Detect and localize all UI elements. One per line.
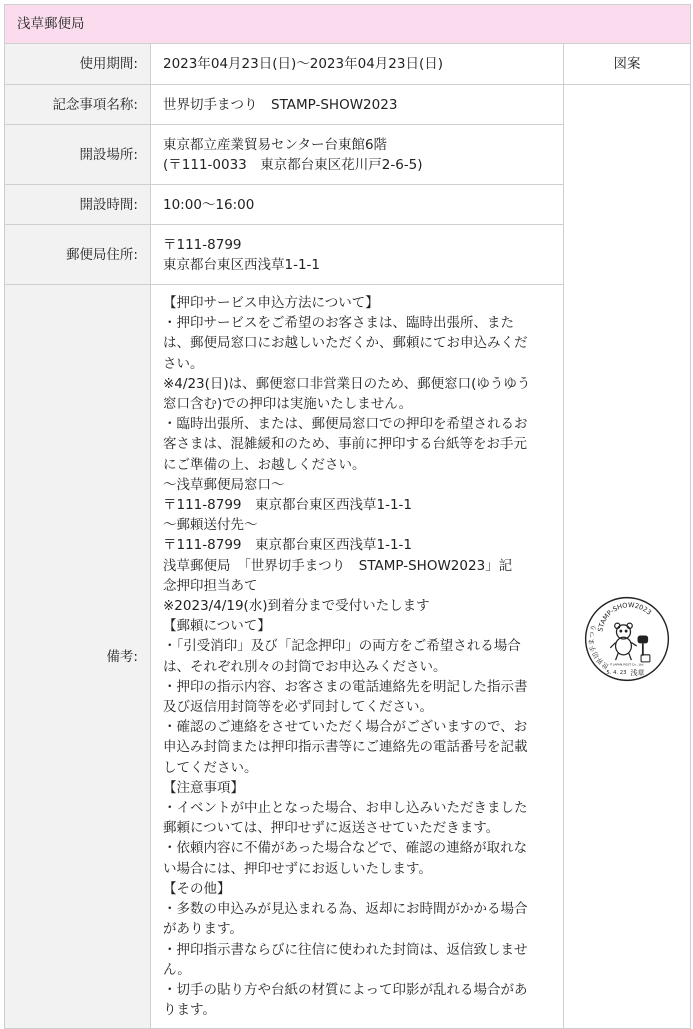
remarks-line: があります。 — [163, 921, 243, 938]
remarks-line: 浅草郵便局 「世界切手まつり STAMP-SHOW2023」記 — [163, 557, 513, 574]
event-row — [5, 85, 691, 125]
mailbox-icon — [638, 635, 650, 661]
remarks-line: 念押印担当あて — [163, 577, 258, 594]
remarks-line: にご準備の上、お越しください。 — [163, 456, 366, 473]
remarks-value — [151, 285, 564, 1029]
remarks-line: 窓口含む)での押印は実施いたしません。 — [163, 396, 413, 413]
remarks-line: 郵頼については、押印せずに返送させていただきます。 — [163, 820, 500, 837]
stamp-left-text: 世界切手まつり — [587, 623, 611, 671]
remarks-line: ※2023/4/19(水)到着分まで受付いたします — [163, 598, 430, 615]
office-name: 浅草郵便局 — [5, 5, 691, 44]
period-row — [5, 44, 691, 85]
postmark-stamp-image — [583, 595, 671, 683]
remarks-line: ・押印指示書ならびに往信に使われた封筒は、返信致しませ — [163, 941, 528, 958]
remarks-line: 〜浅草郵便局窓口〜 — [163, 476, 285, 493]
remarks-line: ・臨時出張所、または、郵便局窓口での押印を希望されるお — [163, 416, 528, 433]
remarks-line: ・多数の申込みが見込まれる為、返却にお時間がかかる場合 — [163, 901, 528, 918]
venue-line-2: (〒111-0033 東京都台東区花川戸2-6-5) — [163, 156, 423, 173]
venue-line-1: 東京都立産業貿易センター台東館6階 — [163, 136, 388, 153]
stamp-copyright: © JAPAN POST Co., Ltd. — [609, 662, 645, 667]
address-label: 郵便局住所: — [5, 225, 151, 285]
remarks-line: 〒111-8799 東京都台東区西浅草1-1-1 — [163, 497, 413, 514]
remarks-line: ・イベントが中止となった場合、お申し込みいただきました — [163, 800, 528, 817]
remarks-line: は、それぞれ別々の封筒でお申込みください。 — [163, 658, 447, 675]
remarks-line: ・切手の貼り方や台紙の材質によって印影が乱れる場合があ — [163, 981, 528, 998]
period-label: 使用期間: — [5, 44, 151, 85]
venue-value — [151, 125, 564, 185]
remarks-line: い場合には、押印せずにお返しいたします。 — [163, 860, 432, 877]
hours-value: 10:00〜16:00 — [151, 185, 564, 225]
remarks-line: 【注意事項】 — [163, 779, 244, 796]
remarks-line: さい。 — [163, 355, 204, 372]
address-line-2: 東京都台東区西浅草1-1-1 — [163, 256, 321, 273]
remarks-label: 備考: — [5, 285, 151, 1029]
stamp-outer-ring — [586, 597, 669, 680]
event-value: 世界切手まつり STAMP-SHOW2023 — [151, 85, 564, 125]
stamp-date: 5. 4. 23 — [606, 669, 627, 676]
remarks-line: は、郵便局窓口にお越しいただくか、郵頼にてお申込みくだ — [163, 335, 528, 352]
remarks-line: ん。 — [163, 961, 191, 978]
remarks-line: 〜郵頼送付先〜 — [163, 517, 258, 534]
remarks-line: してください。 — [163, 759, 258, 776]
remarks-line: 【押印サービス申込方法について】 — [163, 295, 379, 311]
remarks-line: 客さまは、混雑緩和のため、事前に押印する台紙等をお手元 — [163, 436, 527, 453]
remarks-line: ・押印サービスをご希望のお客さまは、臨時出張所、また — [163, 315, 514, 332]
postmark-info-table-wrapper — [4, 4, 690, 1029]
stamp-place: 浅草 — [630, 667, 645, 677]
remarks-line: 【その他】 — [163, 880, 231, 897]
remarks-line: 及び返信用封筒等を必ず同封してください。 — [163, 699, 433, 716]
period-value: 2023年04月23日(日)〜2023年04月23日(日) — [151, 44, 564, 85]
remarks-line: ・押印の指示内容、お客さまの電話連絡先を明記した指示書 — [163, 678, 528, 695]
event-label: 記念事項名称: — [5, 85, 151, 125]
design-cell — [564, 85, 691, 1029]
remarks-line: 〒111-8799 東京都台東区西浅草1-1-1 — [163, 537, 413, 554]
remarks-line: ります。 — [163, 1002, 216, 1019]
remarks-line: ・「引受消印」及び「記念押印」の両方をご希望される場合 — [163, 638, 521, 655]
venue-label: 開設場所: — [5, 125, 151, 185]
remarks-line: 【郵頼について】 — [163, 618, 271, 635]
address-value — [151, 225, 564, 285]
remarks-line: ・確認のご連絡をさせていただく場合がございますので、お — [163, 719, 528, 736]
teddy-bear-icon — [610, 623, 636, 660]
address-line-1: 〒111-8799 — [163, 236, 242, 253]
remarks-line: ・依頼内容に不備があった場合などで、確認の連絡が取れな — [163, 840, 528, 857]
stamp-top-text: STAMP-SHOW2023 — [596, 600, 653, 632]
design-header: 図案 — [564, 44, 691, 85]
remarks-line: 申込み封筒または押印指示書等にご連絡先の電話番号を記載 — [163, 739, 528, 756]
hours-label: 開設時間: — [5, 185, 151, 225]
postmark-info-table — [4, 4, 691, 1029]
office-title-row — [5, 5, 691, 44]
remarks-line: ※4/23(日)は、郵便窓口非営業日のため、郵便窓口(ゆうゆう — [163, 375, 531, 392]
